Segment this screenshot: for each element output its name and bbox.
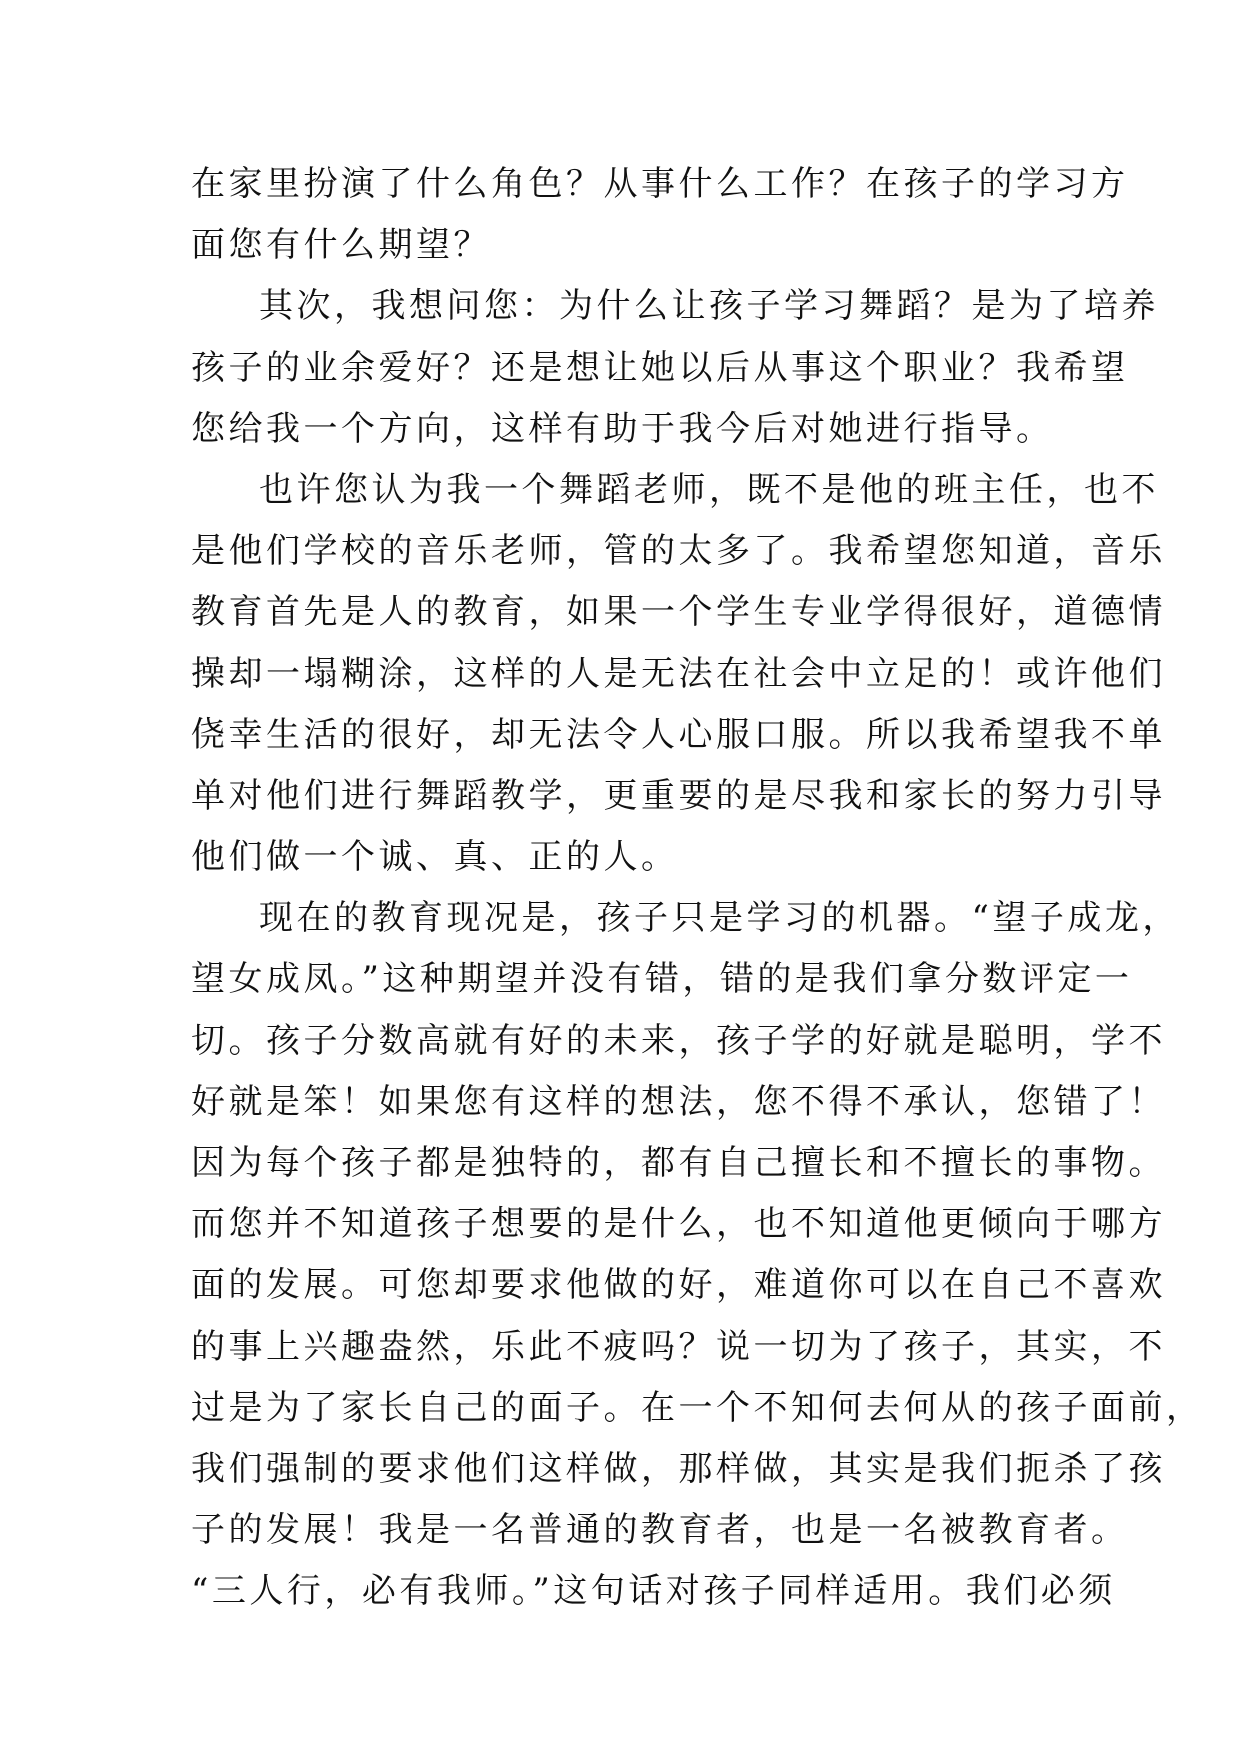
- text-line: 侥幸生活的很好，却无法令人心服口服。所以我希望我不单: [191, 714, 1166, 755]
- body-text: [191, 154, 1204, 1623]
- text-line: 操却一塌糊涂，这样的人是无法在社会中立足的！或许他们: [191, 653, 1166, 694]
- text-line: 是他们学校的音乐老师，管的太多了。我希望您知道，音乐: [191, 531, 1166, 572]
- text-line: 的事上兴趣盎然，乐此不疲吗？说一切为了孩子，其实，不: [191, 1326, 1166, 1367]
- text-line: 因为每个孩子都是独特的，都有自己擅长和不擅长的事物。: [191, 1143, 1166, 1183]
- text-line: 而您并不知道孩子想要的是什么，也不知道他更倾向于哪方: [191, 1204, 1166, 1245]
- text-line: 我们强制的要求他们这样做，那样做，其实是我们扼杀了孩: [191, 1448, 1166, 1489]
- text-line: 面您有什么期望？: [191, 225, 491, 266]
- text-line: 在家里扮演了什么角色？从事什么工作？在孩子的学习方: [191, 164, 1129, 204]
- paragraph-first-line: 也许您认为我一个舞蹈老师，既不是他的班主任，也不: [259, 469, 1159, 510]
- text-line: “三人行，必有我师。”这句话对孩子同样适用。我们必须: [191, 1571, 1116, 1612]
- text-line: 望女成凤。”这种期望并没有错，错的是我们拿分数评定一: [191, 959, 1133, 1000]
- text-line: 单对他们进行舞蹈教学，更重要的是尽我和家长的努力引导: [191, 775, 1166, 816]
- text-line: 孩子的业余爱好？还是想让她以后从事这个职业？我希望: [191, 347, 1129, 388]
- text-line: 教育首先是人的教育，如果一个学生专业学得很好，道德情: [191, 592, 1166, 633]
- text-line: 切。孩子分数高就有好的未来，孩子学的好就是聪明，学不: [191, 1020, 1166, 1061]
- text-line: 过是为了家长自己的面子。在一个不知何去何从的孩子面前，: [191, 1387, 1204, 1428]
- text-line: 子的发展！我是一名普通的教育者，也是一名被教育者。: [191, 1510, 1129, 1551]
- text-line: 面的发展。可您却要求他做的好，难道你可以在自己不喜欢: [191, 1265, 1166, 1306]
- text-line: 好就是笨！如果您有这样的想法，您不得不承认，您错了！: [191, 1081, 1166, 1122]
- paragraph-first-line: 其次，我想问您：为什么让孩子学习舞蹈？是为了培养: [259, 286, 1159, 327]
- text-line: 他们做一个诚、真、正的人。: [191, 837, 679, 878]
- paragraph-first-line: 现在的教育现况是，孩子只是学习的机器。“望子成龙，: [259, 898, 1180, 939]
- text-line: 您给我一个方向，这样有助于我今后对她进行指导。: [191, 408, 1054, 449]
